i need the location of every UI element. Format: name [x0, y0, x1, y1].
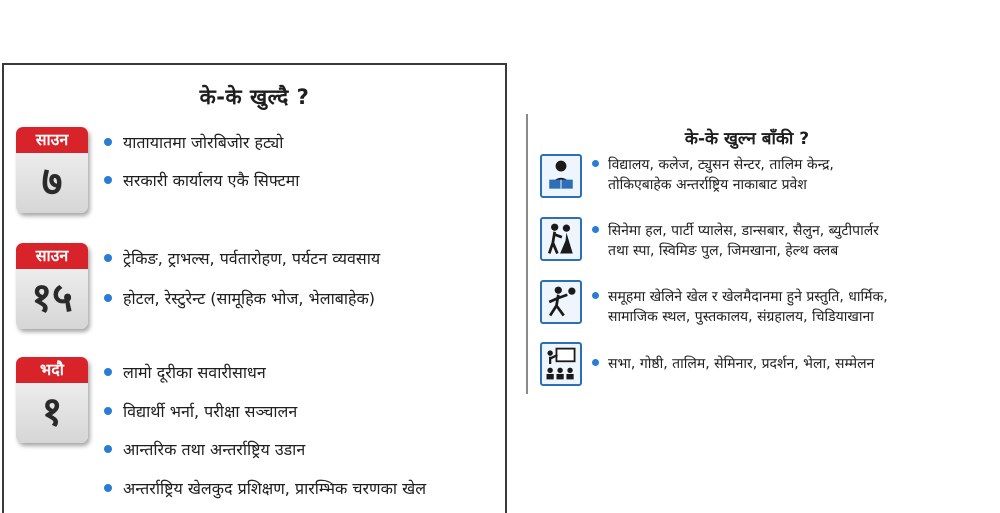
- bullet-icon: [104, 254, 112, 262]
- calendar-day: १५: [31, 275, 73, 321]
- list-item: होटल, रेस्टुरेन्ट (सामूहिक भोज, भेलाबाहेक): [104, 287, 375, 309]
- list-item: अन्तर्राष्ट्रिय खेलकुद प्रशिक्षण, प्रारम्भिक चरणका खेल: [104, 477, 426, 499]
- bullet-icon: [592, 292, 599, 299]
- remaining-panel: [526, 114, 966, 394]
- calendar-icon-saun-7: [16, 127, 88, 213]
- list-item: सभा, गोष्ठी, तालिम, सेमिनार, प्रदर्शन, भेला, सम्मेलन: [592, 354, 874, 374]
- bullet-icon: [592, 226, 599, 233]
- bullet-icon: [104, 138, 112, 146]
- calendar-day: १: [41, 389, 63, 435]
- opening-panel: [2, 63, 507, 513]
- bullet-icon: [592, 359, 599, 366]
- list-item: ट्रेकिङ, ट्राभल्स, पर्वतारोहण, पर्यटन व्यवसाय: [104, 247, 380, 269]
- list-item: विद्यालय, कलेज, ट्युसन सेन्टर, तालिम केन्द्र, तोकिएबाहेक अन्तर्राष्ट्रिय नाकाबाट प्रवेश: [592, 155, 834, 195]
- list-item: विद्यार्थी भर्ना, परीक्षा सञ्चालन: [104, 400, 297, 422]
- list-item: लामो दूरीका सवारीसाधन: [104, 361, 266, 383]
- bullet-icon: [104, 484, 112, 492]
- reading-student-icon: [540, 154, 582, 198]
- player-ball-icon: [540, 280, 582, 324]
- calendar-month: साउन: [16, 127, 88, 153]
- bullet-icon: [104, 368, 112, 376]
- calendar-day: ७: [41, 159, 63, 205]
- calendar-icon-saun-15: [16, 243, 88, 329]
- list-item: सिनेमा हल, पार्टी प्यालेस, डान्सबार, सैलुन, ब्युटीपार्लर तथा स्पा, स्विमिङ पुल, जिमखाना, हेल्थ क्लब: [592, 221, 879, 261]
- bullet-icon: [104, 294, 112, 302]
- calendar-month: भदौ: [16, 357, 88, 383]
- calendar-month: साउन: [16, 243, 88, 269]
- opening-title: के-के खुल्दै ?: [199, 85, 310, 109]
- remaining-title: के-के खुल्न बाँकी ?: [684, 129, 810, 149]
- dancing-couple-icon: [540, 217, 582, 261]
- seminar-presentation-icon: [540, 342, 582, 386]
- calendar-icon-bhadau-1: [16, 357, 88, 443]
- bullet-icon: [592, 160, 599, 167]
- list-item: आन्तरिक तथा अन्तर्राष्ट्रिय उडान: [104, 438, 305, 460]
- list-item: सरकारी कार्यालय एकै सिफ्टमा: [104, 169, 299, 191]
- bullet-icon: [104, 407, 112, 415]
- bullet-icon: [104, 445, 112, 453]
- list-item: यातायातमा जोरबिजोर हट्यो: [104, 131, 283, 153]
- bullet-icon: [104, 176, 112, 184]
- list-item: समूहमा खेलिने खेल र खेलमैदानमा हुने प्रस्तुति, धार्मिक, सामाजिक स्थल, पुस्तकालय, संग्रहालय, चिडियाखाना: [592, 287, 888, 327]
